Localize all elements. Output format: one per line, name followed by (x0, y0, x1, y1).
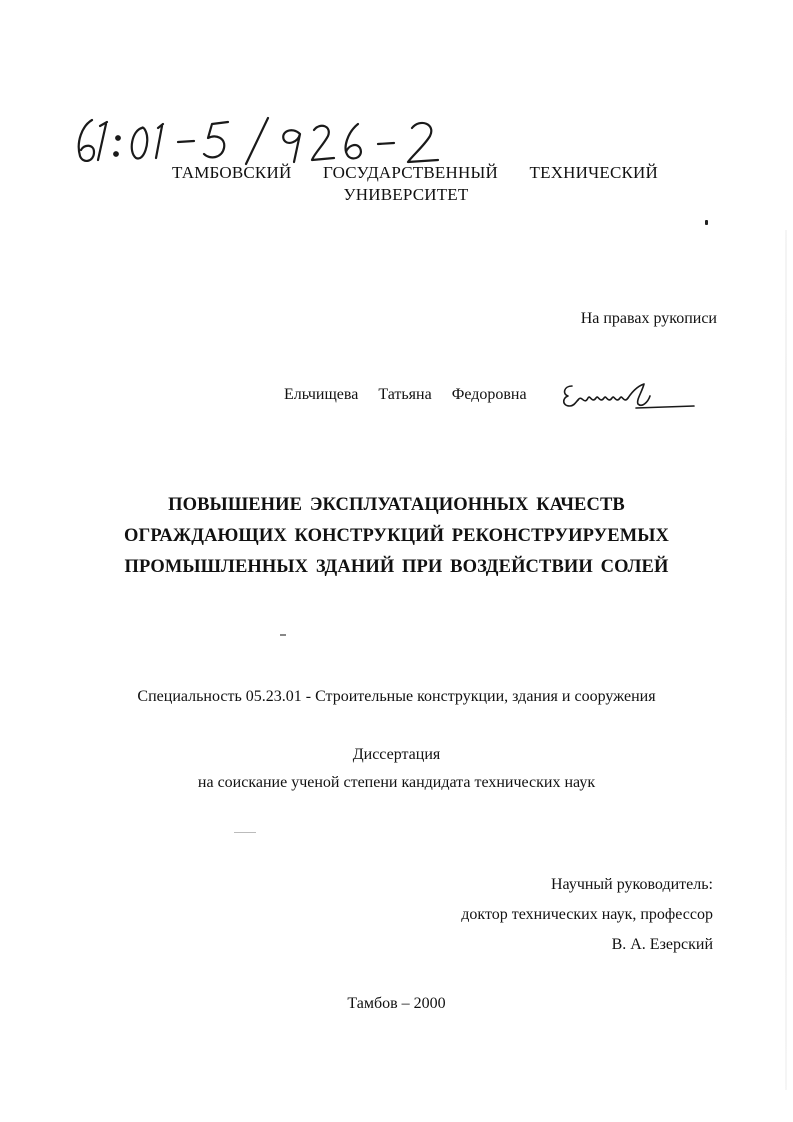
signature-drawing (558, 378, 698, 414)
author-first-name: Татьяна (378, 386, 432, 403)
university-word-2: ГОСУДАРСТВЕННЫЙ (323, 163, 498, 182)
degree-line: на соискание ученой степени кандидата технических наук (197, 774, 596, 791)
scan-dot (705, 220, 708, 225)
author-signature (558, 378, 698, 414)
university-heading-line2: УНИВЕРСИТЕТ (343, 185, 469, 204)
scan-speck (234, 832, 256, 833)
scan-speck (280, 634, 286, 636)
author-surname: Ельчищева (284, 386, 359, 403)
supervisor-rank: доктор технических наук, профессор (461, 906, 713, 923)
university-heading (172, 162, 658, 206)
title-line-2: ОГРАЖДАЮЩИХ КОНСТРУКЦИЙ РЕКОНСТРУИРУЕМЫХ (123, 526, 670, 546)
scan-edge-shadow (785, 230, 787, 1090)
supervisor-block (461, 870, 713, 960)
rights-note: На правах рукописи (580, 310, 717, 327)
university-word-1: ТАМБОВСКИЙ (172, 163, 292, 182)
university-heading-line1 (172, 162, 658, 184)
city-year: Тамбов – 2000 (347, 995, 446, 1012)
author-name (284, 386, 527, 404)
supervisor-name: В. А. Езерский (611, 936, 713, 953)
title-line-1: ПОВЫШЕНИЕ ЭКСПЛУАТАЦИОННЫХ КАЧЕСТВ (168, 495, 625, 515)
title-line-3: ПРОМЫШЛЕННЫХ ЗДАНИЙ ПРИ ВОЗДЕЙСТВИИ СОЛЕЙ (124, 557, 669, 577)
university-word-3: ТЕХНИЧЕСКИЙ (529, 163, 658, 182)
specialty-line: Специальность 05.23.01 - Строительные конструкции, здания и сооружения (137, 688, 656, 705)
author-patronymic: Федоровна (451, 386, 527, 403)
supervisor-label: Научный руководитель: (550, 876, 713, 893)
dissertation-title (100, 490, 693, 583)
dissertation-type: Диссертация (352, 746, 441, 763)
